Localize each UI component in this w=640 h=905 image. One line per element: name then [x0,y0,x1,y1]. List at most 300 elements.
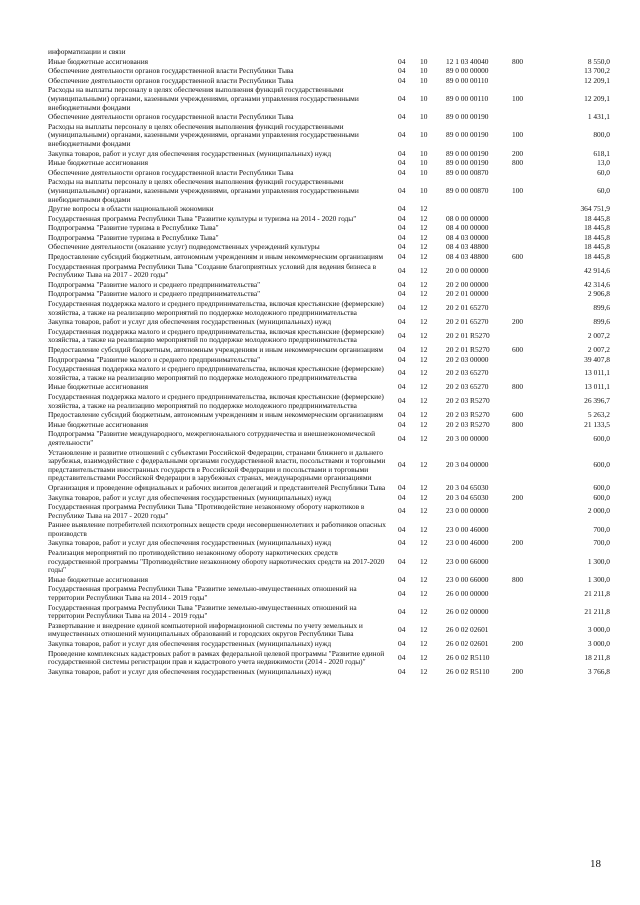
target-article-code: 26 0 02 00000 [446,606,489,616]
amount: 3 000,0 [587,625,610,635]
subsection-code: 12 [420,524,428,534]
subsection-code: 10 [420,159,428,168]
expenditure-name: Подпрограмма "Развитие туризма в Республике Тыва" [48,224,219,233]
subsection-code: 10 [420,113,428,122]
subsection-code: 10 [420,76,428,85]
target-article-code: 20 2 03 R5270 [446,411,490,420]
amount: 8 550,0 [587,57,610,66]
table-row [48,318,610,328]
subsection-code: 12 [420,383,428,392]
section-code: 04 [398,368,406,378]
target-article-code: 08 4 00 00000 [446,224,489,233]
expense-type-code [512,113,552,123]
table-row [48,383,610,393]
expenditure-name: Иные бюджетные ассигнования [48,383,149,392]
table-row [48,328,610,346]
table-row [48,539,610,549]
budget-table-body [48,48,610,677]
amount: 1 431,1 [587,113,610,122]
target-article-code: 20 2 03 00000 [446,355,489,364]
target-article-code: 89 0 00 00190 [446,113,489,122]
subsection-code [420,48,440,58]
target-article-code: 20 2 03 R5270 [446,420,490,429]
subsection-code: 10 [420,168,428,177]
table-row [48,67,610,77]
expense-type-code: 100 [512,185,524,195]
expense-type-code [512,215,552,225]
subsection-code: 12 [420,539,428,548]
subsection-code: 12 [420,556,428,566]
expense-type-code [512,77,552,87]
table-row [48,86,610,113]
target-article-code [440,48,512,58]
target-article-code: 20 3 04 65030 [446,483,489,492]
expenditure-name: Другие вопросы в области национальной экономики [48,205,214,214]
section-code: 04 [398,76,406,85]
amount: 12 209,1 [584,93,610,103]
target-article-code: 20 3 00 00000 [446,433,489,443]
amount: 600,0 [593,460,610,470]
target-article-code: 20 3 04 00000 [446,460,489,470]
expense-type-code: 800 [512,383,524,392]
expenditure-name: Предоставление субсидий бюджетным, автономным учреждениям и иным некоммерческим организациям [48,346,384,354]
budget-table [48,48,610,677]
target-article-code: 20 2 01 R5270 [446,331,490,341]
expense-type-code [512,585,552,603]
expense-type-code [512,234,552,244]
target-article-code: 26 0 02 R5110 [446,652,490,662]
expenditure-name: Иные бюджетные ассигнования [48,159,149,168]
expenditure-name: Государственная поддержка малого и среднего предпринимательства, включая крестьянские (фермерские) хозяйства, а также на реализацию мероприятий по поддержке молодежного предпринимательства [48,327,384,345]
amount: 899,6 [593,318,610,327]
target-article-code: 20 3 04 65030 [446,493,489,502]
expense-type-code [512,549,552,576]
expenditure-name: Иные бюджетные ассигнования [48,420,149,429]
target-article-code: 26 0 02 R5110 [446,667,490,676]
expenditure-name: Предоставление субсидий бюджетным, автономным учреждениям и иным некоммерческим организациям [48,411,384,420]
expenditure-name: Государственная программа Республики Тыва "Развитие культуры и туризма на 2014 - 2020 годы" [48,214,357,223]
expense-type-code: 800 [512,159,524,168]
amount: 21 133,5 [584,420,610,429]
table-row [48,411,610,421]
subsection-code: 12 [420,280,428,289]
target-article-code: 20 2 01 65270 [446,303,489,313]
section-code: 04 [398,168,406,177]
table-row [48,243,610,253]
expense-type-code: 100 [512,93,524,103]
target-article-code: 89 0 00 00000 [446,67,489,76]
amount [552,48,610,58]
expenditure-name: Обеспечение деятельности органов государственной власти Республики Тыва [48,76,294,85]
subsection-code: 12 [420,368,428,378]
subsection-code: 12 [420,460,428,470]
expense-type-code [512,503,552,521]
section-code: 04 [398,113,406,122]
expense-type-code [512,300,552,318]
amount: 39 407,8 [584,355,610,364]
section-code: 04 [398,667,406,676]
expense-type-code: 800 [512,420,524,429]
target-article-code: 23 0 00 00000 [446,506,489,516]
table-row [48,430,610,448]
section-code: 04 [398,433,406,443]
section-code: 04 [398,280,406,289]
subsection-code: 12 [420,506,428,516]
expenditure-name: Иные бюджетные ассигнования [48,57,149,66]
expenditure-name: Обеспечение деятельности органов государственной власти Республики Тыва [48,67,294,76]
amount: 600,0 [593,433,610,443]
section-code: 04 [398,243,406,252]
section-code: 04 [398,185,406,195]
amount: 3 000,0 [587,640,610,648]
table-row [48,549,610,576]
expense-type-code: 800 [512,575,524,584]
subsection-code: 12 [420,290,428,299]
amount: 2 007,2 [587,331,610,341]
expense-type-code [512,356,552,366]
target-article-code: 89 0 00 00190 [446,149,489,158]
table-row [48,494,610,504]
expense-type-code [512,263,552,281]
amount: 899,6 [593,303,610,313]
subsection-code: 12 [420,233,428,242]
section-code: 04 [398,420,406,429]
expenditure-name: Организация и проведение официальных и рабочих визитов делегаций и представителей Республики Тыва [48,483,386,492]
expense-type-code: 200 [512,493,524,502]
target-article-code: 23 0 00 46000 [446,539,489,548]
document-page [48,48,610,677]
amount: 3 766,8 [587,667,610,676]
amount: 700,0 [593,524,610,534]
table-row [48,622,610,640]
amount: 18 445,8 [584,253,610,262]
expense-type-code: 600 [512,253,524,262]
expenditure-name: Закупка товаров, работ и услуг для обеспечения государственных (муниципальных) нужд [48,493,332,502]
target-article-code: 26 0 00 00000 [446,588,489,598]
table-row [48,356,610,366]
subsection-code: 10 [420,93,428,103]
table-row [48,77,610,87]
target-article-code: 08 4 03 00000 [446,233,489,242]
section-code: 04 [398,524,406,534]
amount: 21 211,8 [584,588,610,598]
table-row [48,178,610,205]
expenditure-name: Развертывание и внедрение единой компьютерной информационной системы по учету земельных и имущественных отношений муниципальных образований и городских округов Республики Тыва [48,621,363,639]
target-article-code: 89 0 00 00870 [446,185,489,195]
expenditure-name: Государственная поддержка малого и среднего предпринимательства, включая крестьянские (фермерские) хозяйства, а также на реализацию мероприятий по поддержке молодежного предпринимательства [48,365,384,382]
table-row [48,263,610,281]
amount: 42 314,6 [584,280,610,289]
target-article-code: 20 2 00 00000 [446,280,489,289]
section-code: 04 [398,205,406,214]
subsection-code: 12 [420,355,428,364]
section-code: 04 [398,460,406,470]
amount: 26 396,7 [584,396,610,406]
expense-type-code: 200 [512,149,524,158]
table-row [48,300,610,318]
section-code: 04 [398,575,406,584]
expense-type-code [512,169,552,179]
subsection-code: 12 [420,265,428,275]
expenditure-name: Подпрограмма "Развитие малого и среднего предпринимательства" [48,280,261,289]
expenditure-name: Расходы на выплаты персоналу в целях обеспечения выполнения функций государственными (муниципальными) органами, казенными учреждениями, органами управления государственными внебюджетными фондами [48,122,359,148]
subsection-code: 12 [420,640,428,648]
section-code: 04 [398,93,406,103]
section-code: 04 [398,318,406,327]
amount: 12 209,1 [584,76,610,85]
table-row [48,346,610,356]
expense-type-code: 800 [512,57,524,66]
target-article-code: 26 0 02 02601 [446,640,489,648]
table-row [48,113,610,123]
target-article-code: 20 2 03 R5270 [446,396,490,406]
expenditure-name: Закупка товаров, работ и услуг для обеспечения государственных (муниципальных) нужд [48,640,332,648]
section-code: 04 [398,411,406,420]
expense-type-code [512,430,552,448]
subsection-code: 12 [420,625,428,635]
section-code: 04 [398,233,406,242]
expenditure-name: Подпрограмма "Развитие малого и среднего предпринимательства" [48,355,261,364]
subsection-code: 10 [420,67,428,76]
section-code: 04 [398,67,406,76]
target-article-code: 08 0 00 00000 [446,214,489,223]
target-article-code: 89 0 00 00190 [446,130,489,140]
target-article-code: 20 2 01 00000 [446,290,489,299]
subsection-code: 12 [420,575,428,584]
table-row [48,484,610,494]
section-code: 04 [398,652,406,662]
subsection-code: 12 [420,214,428,223]
subsection-code: 12 [420,420,428,429]
target-article-code [440,205,512,215]
amount: 60,0 [597,185,610,195]
amount: 800,0 [593,130,610,140]
table-row [48,123,610,150]
amount: 600,0 [593,493,610,502]
amount: 600,0 [593,483,610,492]
section-code: 04 [398,493,406,502]
expenditure-name: Подпрограмма "Развитие туризма в Республике Тыва" [48,233,219,242]
table-row [48,234,610,244]
section-code: 04 [398,539,406,548]
target-article-code: 20 0 00 00000 [446,265,489,275]
amount: 364 751,9 [580,205,610,214]
expense-type-code [512,48,552,58]
subsection-code: 12 [420,493,428,502]
target-article-code: 08 4 03 48800 [446,253,489,262]
expense-type-code [512,281,552,291]
page-number: 18 [590,858,601,870]
table-row [48,205,610,215]
target-article-code: 89 0 00 00110 [446,93,489,103]
section-code: 04 [398,224,406,233]
expense-type-code: 200 [512,640,524,648]
expense-type-code: 600 [512,346,524,354]
subsection-code: 12 [420,346,428,354]
section-code: 04 [398,331,406,341]
expense-type-code: 200 [512,539,524,548]
target-article-code: 23 0 00 46000 [446,524,489,534]
expenditure-name: Государственная поддержка малого и среднего предпринимательства, включая крестьянские (фермерские) хозяйства, а также на реализацию мероприятий по поддержке молодежного предпринимательства [48,392,384,410]
subsection-code: 10 [420,149,428,158]
expenditure-name: Государственная программа Республики Тыва "Противодействие незаконному обороту наркотиков в Республике Тыва на 2017 - 2020 годы" [48,503,365,520]
table-row [48,521,610,539]
expense-type-code [512,205,552,215]
expenditure-name: Государственная программа Республики Тыва "Развитие земельно-имущественных отношений на территории Республики Тыва на 2014 - 2019 годы" [48,603,357,621]
expenditure-name: Государственная поддержка малого и среднего предпринимательства, включая крестьянские (фермерские) хозяйства, а также на реализацию мероприятий по поддержке молодежного предпринимательства [48,300,384,317]
expenditure-name: Обеспечение деятельности органов государственной власти Республики Тыва [48,168,294,177]
section-code: 04 [398,383,406,392]
amount: 618,1 [593,149,610,158]
table-row [48,668,610,678]
subsection-code: 12 [420,606,428,616]
target-article-code: 89 0 00 00190 [446,159,489,168]
amount: 2 906,8 [587,290,610,299]
expenditure-name: Закупка товаров, работ и услуг для обеспечения государственных (муниципальных) нужд [48,539,332,548]
section-code: 04 [398,149,406,158]
expense-type-code: 200 [512,318,524,327]
expenditure-name: Расходы на выплаты персоналу в целях обеспечения выполнения функций государственными (муниципальными) органами, казенными учреждениями, органами управления государственными внебюджетными фондами [48,86,359,112]
expenditure-name: Государственная программа Республики Тыва "Развитие земельно-имущественных отношений на территории Республики Тыва на 2014 - 2019 годы" [48,585,357,603]
section-code: 04 [398,346,406,354]
target-article-code: 12 1 03 40040 [446,57,489,66]
subsection-code: 10 [420,130,428,140]
amount: 42 914,6 [584,265,610,275]
expense-type-code [512,224,552,234]
table-row [48,58,610,68]
section-code: 04 [398,130,406,140]
section-code: 04 [398,483,406,492]
expenditure-name: Проведение комплексных кадастровых работ в рамках федеральной целевой программы "Развитие единой государственной системы регистрации прав и кадастрового учета недвижимости (2014 - 2020 годы)" [48,649,385,667]
expense-type-code [512,521,552,539]
expense-type-code [512,328,552,346]
expenditure-name: Закупка товаров, работ и услуг для обеспечения государственных (муниципальных) нужд [48,149,332,158]
subsection-code: 12 [420,652,428,662]
amount: 21 211,8 [584,606,610,616]
subsection-code: 12 [420,205,428,214]
section-code: 04 [398,57,406,66]
expenditure-name: Расходы на выплаты персоналу в целях обеспечения выполнения функций государственными (муниципальными) органами, казенными учреждениями, органами управления государственными внебюджетными фондами [48,178,359,204]
subsection-code: 12 [420,303,428,313]
section-code: 04 [398,625,406,635]
subsection-code: 10 [420,57,428,66]
subsection-code: 12 [420,483,428,492]
amount: 18 445,8 [584,224,610,233]
amount: 13 011,1 [584,368,610,378]
expense-type-code [512,365,552,383]
table-row [48,169,610,179]
section-code [398,48,420,58]
table-row [48,604,610,622]
subsection-code: 12 [420,396,428,406]
expense-type-code: 600 [512,411,524,420]
target-article-code: 20 2 03 65270 [446,383,489,392]
subsection-code: 12 [420,411,428,420]
amount: 5 263,2 [587,411,610,420]
table-row [48,290,610,300]
expense-type-code [512,449,552,484]
section-code: 04 [398,355,406,364]
section-code: 04 [398,253,406,262]
expenditure-name: Обеспечение деятельности органов государственной власти Республики Тыва [48,113,294,122]
section-code: 04 [398,303,406,313]
expenditure-name: Закупка товаров, работ и услуг для обеспечения государственных (муниципальных) нужд [48,318,332,327]
expense-type-code [512,393,552,411]
expense-type-code [512,290,552,300]
expenditure-name: Установление и развитие отношений с субъектами Российской Федерации, странами ближнего и дальнего зарубежья, взаимодействие с федеральными органами государственной власти, посольствами и торговыми представительствами иностранных государств в Российской Федерации и посольствами и торговыми представительствами Российской Федерации в зарубежных странах, международными организациями [48,448,386,483]
expense-type-code [512,650,552,668]
section-code: 04 [398,506,406,516]
amount: 13 700,2 [584,67,610,76]
amount: 1 300,0 [587,575,610,584]
expenditure-name: Иные бюджетные ассигнования [48,575,149,584]
subsection-code: 12 [420,318,428,327]
section-code: 04 [398,588,406,598]
subsection-code: 12 [420,331,428,341]
subsection-code: 10 [420,185,428,195]
amount: 60,0 [597,168,610,177]
subsection-code: 12 [420,667,428,676]
target-article-code: 26 0 02 02601 [446,625,489,635]
subsection-code: 12 [420,588,428,598]
expenditure-name: Подпрограмма "Развитие малого и среднего предпринимательства" [48,290,261,299]
amount: 18 211,8 [584,652,610,662]
section-code: 04 [398,159,406,168]
table-row [48,253,610,263]
table-row [48,224,610,234]
subsection-code: 12 [420,243,428,252]
table-row [48,576,610,586]
expenditure-name: Предоставление субсидий бюджетным, автономным учреждениям и иным некоммерческим организациям [48,253,384,262]
section-code: 04 [398,290,406,299]
amount: 18 445,8 [584,214,610,223]
expenditure-name: информатизации и связи [48,48,126,56]
expenditure-name: Раннее выявление потребителей психотропных веществ среди несовершеннолетних и работников опасных производств [48,521,386,538]
amount: 13 011,1 [584,383,610,392]
table-row [48,150,610,160]
target-article-code: 23 0 00 66000 [446,556,489,566]
target-article-code: 20 2 01 65270 [446,318,489,327]
amount: 1 300,0 [587,556,610,566]
expense-type-code: 200 [512,667,524,676]
amount: 18 445,8 [584,243,610,252]
section-code: 04 [398,396,406,406]
table-row [48,281,610,291]
table-row [48,503,610,521]
expenditure-name: Государственная программа Республики Тыва "Создание благоприятных условий для ведения бизнеса в Республике Тыва на 2017 - 2020 годы" [48,262,377,280]
expense-type-code [512,604,552,622]
amount: 2 007,2 [587,346,610,354]
table-row [48,215,610,225]
target-article-code: 89 0 00 00870 [446,168,489,177]
table-row [48,393,610,411]
section-code: 04 [398,214,406,223]
table-row [48,650,610,668]
amount: 13,0 [597,159,610,168]
expenditure-name: Реализация мероприятий по противодействию незаконному обороту наркотических средств государственной программы "Противодействие незаконному обороту наркотических средств на 2017-2020 годы" [48,549,385,575]
subsection-code: 12 [420,224,428,233]
target-article-code: 23 0 00 66000 [446,575,489,584]
section-code: 04 [398,606,406,616]
target-article-code: 89 0 00 00110 [446,76,489,85]
table-row [48,585,610,603]
target-article-code: 20 2 03 65270 [446,368,489,378]
table-row [48,421,610,431]
amount: 2 000,0 [587,506,610,516]
amount: 700,0 [593,539,610,548]
table-row [48,159,610,169]
amount: 18 445,8 [584,233,610,242]
